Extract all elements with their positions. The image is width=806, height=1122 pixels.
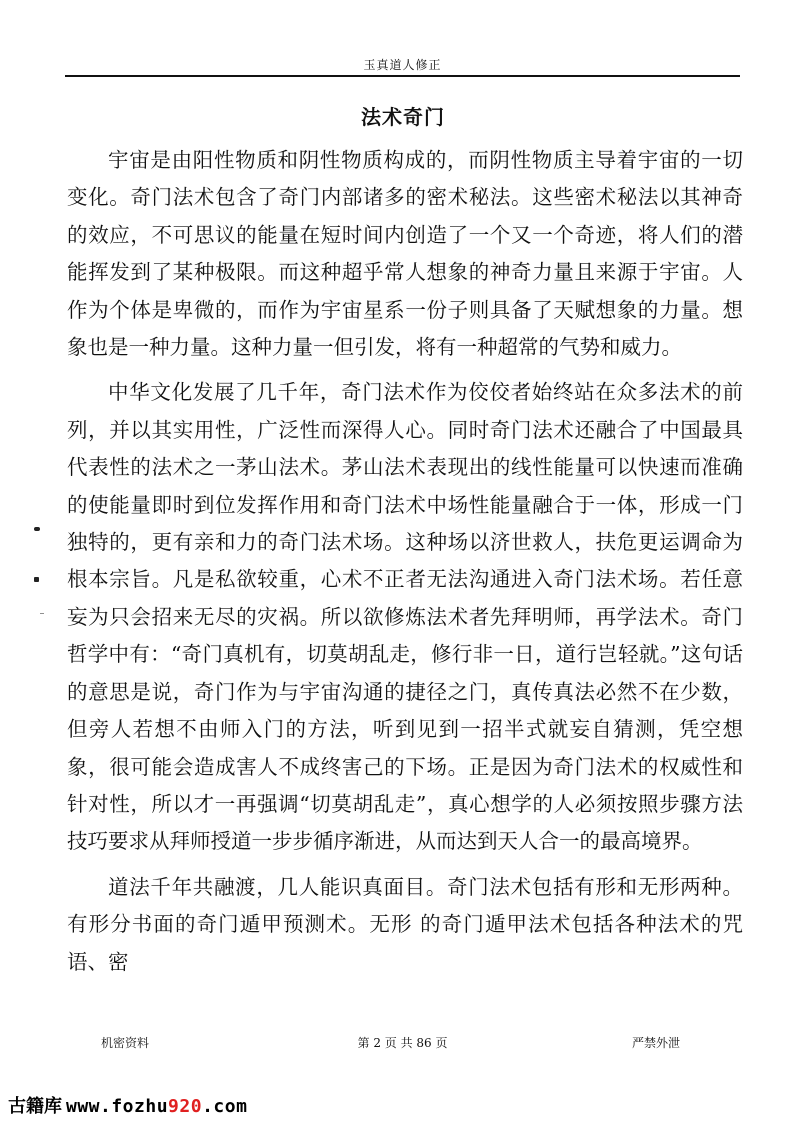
watermark-url xyxy=(66,1096,247,1117)
site-watermark xyxy=(8,1092,247,1118)
footer-confidential-label: 机密资料 xyxy=(101,1036,150,1050)
paragraph-2: 中华文化发展了几千年，奇门法术作为佼佼者始终站在众多法术的前列，并以其实用性，广泛性而深得人心。同时奇门法术还融合了中国最具代表性的法术之一茅山法术。茅山法术表现出的线性能量可以快速而准确的使能量即时到位发挥作用和奇门法术中场性能量融合于一体，形成一门独特的，更有亲和力的奇门法术场。这种场以济世救人，扶危更运调命为根本宗旨。凡是私欲较重，心术不正者无法沟通进入奇门法术场。若任意妄为只会招来无尽的灾祸。所以欲修炼法术者先拜明师，再学法术。奇门哲学中有：“奇门真机有，切莫胡乱走，修行非一日，道行岂轻就。”这句话的意思是说，奇门作为与宇宙沟通的捷径之门，真传真法必然不在少数，但旁人若想不由师入门的方法，听到见到一招半式就妄自猜测，凭空想象，很可能会造成害人不成终害己的下场。正是因为奇门法术的权威性和针对性，所以才一再强调“切莫胡乱走”，真心想学的人必须按照步骤方法技巧要求从拜师授道一步步循序渐进，从而达到天人合一的最高境界。 xyxy=(67,380,743,854)
scan-speck xyxy=(34,527,40,531)
scan-speck xyxy=(40,613,44,614)
header-divider xyxy=(65,75,740,77)
footer-page-number: 第 2 页 共 86 页 xyxy=(357,1036,448,1050)
paragraph-1: 宇宙是由阳性物质和阴性物质构成的，而阴性物质主导着宇宙的一切变化。奇门法术包含了奇门内部诸多的密术秘法。这些密术秘法以其神奇的效应，不可思议的能量在短时间内创造了一个又一个奇迹，将人们的潜能挥发到了某种极限。而这种超乎常人想象的神奇力量且来源于宇宙。人作为个体是卑微的，而作为宇宙星系一份子则具备了天赋想象的力量。想象也是一种力量。这种力量一但引发，将有一种超常的气势和威力。 xyxy=(67,148,743,360)
scan-speck xyxy=(34,577,39,582)
page-title: 法术奇门 xyxy=(361,105,445,129)
watermark-url-suffix: .com xyxy=(202,1096,248,1117)
watermark-url-prefix: www.fozhu xyxy=(66,1096,169,1117)
watermark-site-name: 古籍库 xyxy=(8,1096,62,1117)
footer-no-leak-label: 严禁外泄 xyxy=(631,1036,680,1050)
page-header xyxy=(65,52,740,78)
paragraph-3: 道法千年共融渡，几人能识真面目。奇门法术包括有形和无形两种。有形分书面的奇门遁甲预测术。无形 的奇门遁甲法术包括各种法术的咒语、密 xyxy=(67,874,743,974)
document-body xyxy=(67,142,743,981)
header-title: 玉真道人修正 xyxy=(363,58,442,72)
page-footer xyxy=(65,1034,740,1054)
watermark-url-number: 920 xyxy=(168,1096,203,1117)
